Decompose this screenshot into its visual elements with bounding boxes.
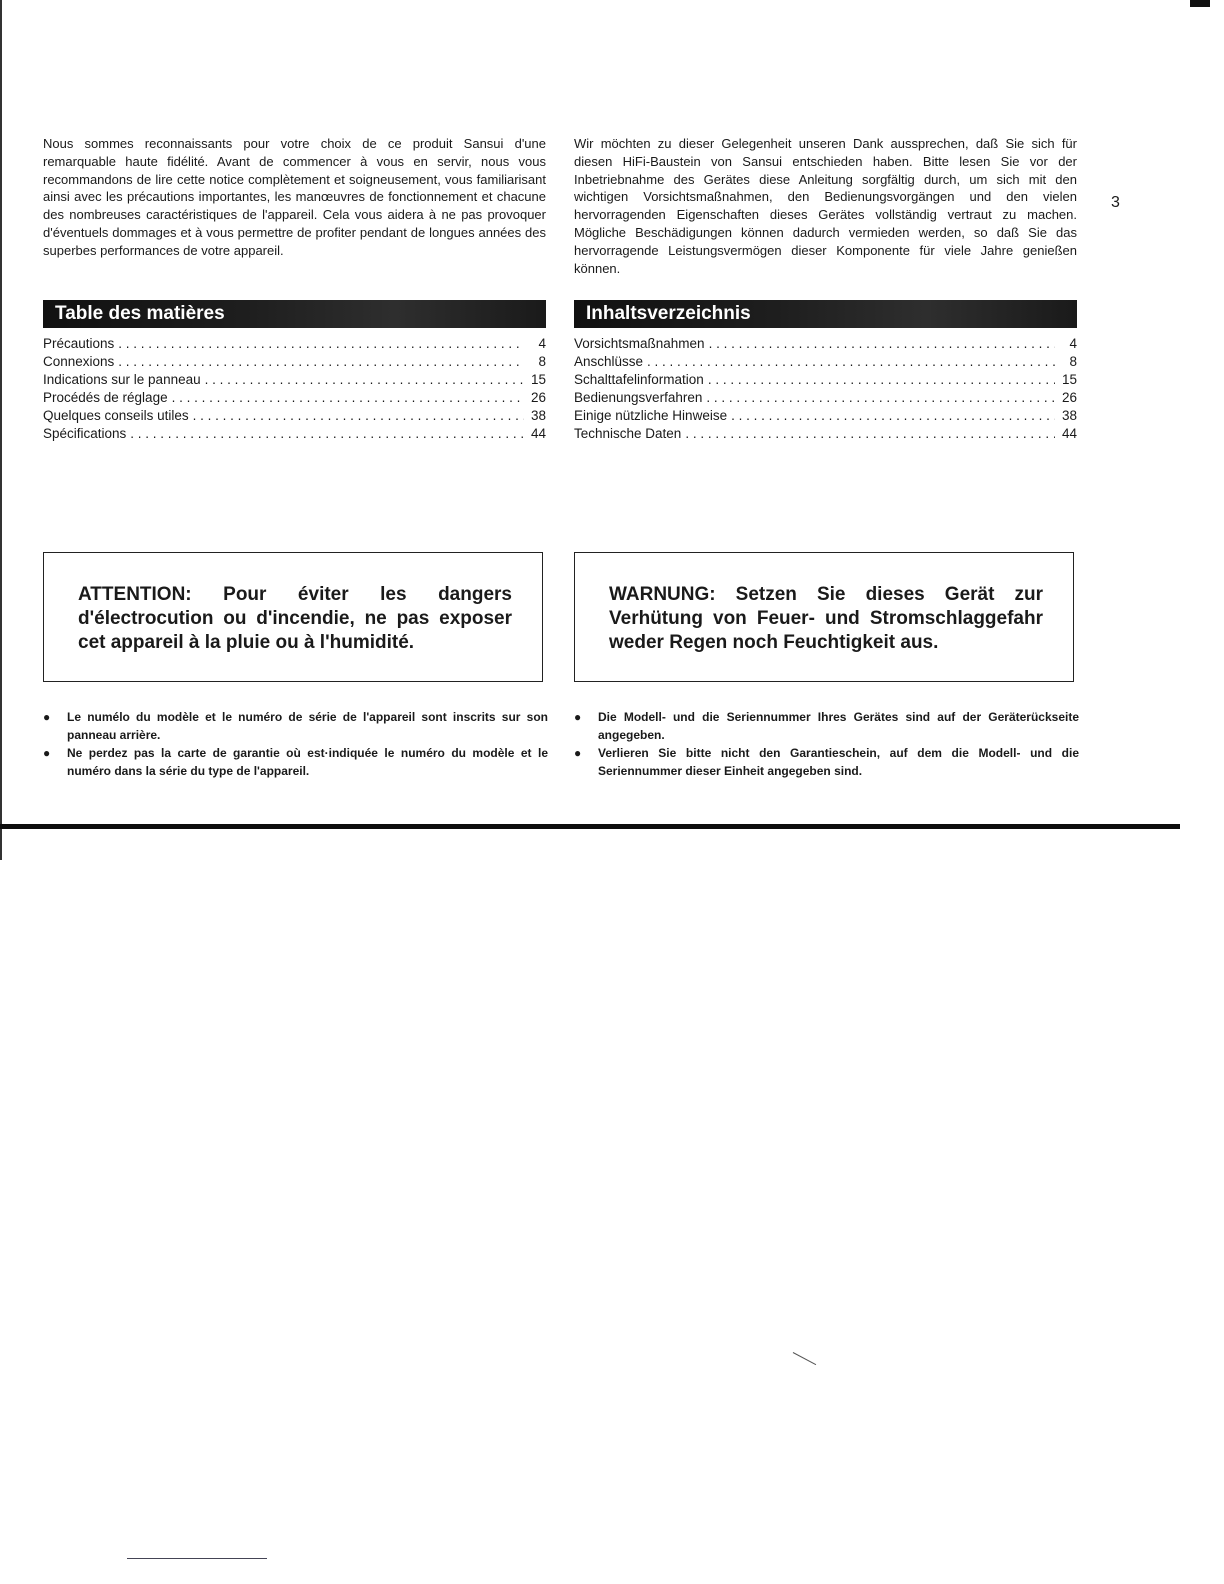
note-text: Verlieren Sie bitte nicht den Garantieschein, auf dem die Modell- und die Seriennummer dieser Einheit angegeben sind.: [598, 746, 1079, 778]
french-toc-list: [43, 335, 546, 443]
toc-entry-title: Spécifications: [43, 426, 127, 441]
toc-entry-page: 4: [538, 336, 546, 351]
page-number: 3: [1111, 194, 1120, 211]
toc-entry: [574, 353, 1077, 371]
toc-leader-dots: [709, 335, 1055, 353]
german-warning-box: [574, 552, 1074, 682]
footer-rule: [127, 1558, 267, 1559]
toc-entry-page: 44: [530, 426, 546, 441]
toc-leader-dots: [706, 389, 1055, 407]
section-divider-rule: [0, 824, 1180, 829]
toc-entry-page: 44: [1061, 426, 1077, 441]
toc-leader-dots: [118, 335, 524, 353]
toc-entry-title: Einige nützliche Hinweise: [574, 408, 728, 423]
french-notes: [43, 708, 548, 780]
scan-left-edge: [0, 0, 2, 860]
toc-entry-page: 15: [1061, 372, 1077, 387]
toc-leader-dots: [708, 371, 1055, 389]
bullet-icon: ●: [574, 710, 582, 724]
toc-entry-page: 8: [1069, 354, 1077, 369]
toc-entry: [574, 389, 1077, 407]
toc-entry-title: Quelques conseils utiles: [43, 408, 189, 423]
toc-leader-dots: [647, 353, 1055, 371]
toc-entry-page: 38: [1061, 408, 1077, 423]
toc-entry-page: 8: [538, 354, 546, 369]
german-toc-header: Inhaltsverzeichnis: [574, 300, 1077, 328]
scan-top-mark: [1190, 0, 1210, 7]
toc-entry: [574, 335, 1077, 353]
french-intro: Nous sommes reconnaissants pour votre choix de ce produit Sansui d'une remarquable haute fidélité. Avant de commencer à vous en servir, nous vous recommandons de lire cette notice complètement et soigneusement, vous familiarisant ainsi avec les précautions importantes, les manœuvres de fonctionnement et chacune des nombreuses caractéristiques de l'appareil. Cela vous aidera à ne pas provoquer d'éventuels dommages et à vous permettre de profiter pendant de longues années des superbes performances de votre appareil.: [43, 136, 546, 258]
toc-entry: [43, 389, 546, 407]
toc-entry-title: Connexions: [43, 354, 115, 369]
toc-leader-dots: [731, 407, 1055, 425]
note-text: Ne perdez pas la carte de garantie où est·indiquée le numéro du modèle et le numéro dans la série du type de l'appareil.: [67, 746, 548, 778]
german-toc-list: [574, 335, 1077, 443]
note-text: Die Modell- und die Seriennummer Ihres Gerätes sind auf der Geräterückseite angegeben.: [598, 710, 1079, 742]
toc-entry-page: 26: [1061, 390, 1077, 405]
toc-entry: [43, 371, 546, 389]
toc-entry-page: 4: [1069, 336, 1077, 351]
toc-leader-dots: [130, 425, 524, 443]
toc-entry: [574, 407, 1077, 425]
toc-leader-dots: [685, 425, 1055, 443]
toc-entry-title: Technische Daten: [574, 426, 682, 441]
toc-entry: [43, 425, 546, 443]
toc-leader-dots: [193, 407, 524, 425]
toc-entry: [43, 353, 546, 371]
toc-entry: [43, 407, 546, 425]
toc-entry-title: Procédés de réglage: [43, 390, 168, 405]
toc-entry: [574, 425, 1077, 443]
note-item: [574, 708, 1079, 744]
toc-leader-dots: [118, 353, 524, 371]
french-warning-text: ATTENTION: Pour éviter les dangers d'électrocution ou d'incendie, ne pas exposer cet appareil à la pluie ou à l'humidité.: [78, 584, 512, 653]
bullet-icon: ●: [43, 746, 51, 760]
french-toc-header: Table des matières: [43, 300, 546, 328]
toc-entry-title: Indications sur le panneau: [43, 372, 201, 387]
toc-entry: [43, 335, 546, 353]
toc-leader-dots: [205, 371, 524, 389]
toc-entry-page: 15: [530, 372, 546, 387]
german-notes: [574, 708, 1079, 780]
note-item: [43, 744, 548, 780]
french-warning-box: [43, 552, 543, 682]
toc-entry: [574, 371, 1077, 389]
toc-entry-title: Précautions: [43, 336, 115, 351]
german-warning-text: WARNUNG: Setzen Sie dieses Gerät zur Verhütung von Feuer- und Stromschlaggefahr weder Regen noch Feuchtigkeit aus.: [609, 584, 1043, 653]
bullet-icon: ●: [43, 710, 51, 724]
note-item: [574, 744, 1079, 780]
bullet-icon: ●: [574, 746, 582, 760]
scan-stroke: [793, 1352, 816, 1365]
toc-leader-dots: [172, 389, 524, 407]
german-intro: Wir möchten zu dieser Gelegenheit unseren Dank aussprechen, daß Sie sich für diesen HiFi-Baustein von Sansui entschieden haben. Bitte lesen Sie vor der Inbetriebnahme des Gerätes diese Anleitung sorgfältig durch, um sich mit den wichtigen Vorsichtsmaßnahmen, den Bedienungsvorgängen und den vielen hervorragenden Eigenschaften dieses Gerätes vollständig vertraut zu machen. Mögliche Beschädigungen können dadurch vermieden werden, so daß Sie das hervorragende Leistungsvermögen dieser Komponente für viele Jahre genießen können.: [574, 136, 1077, 276]
toc-entry-title: Schalttafelinformation: [574, 372, 704, 387]
toc-entry-title: Bedienungsverfahren: [574, 390, 703, 405]
toc-entry-page: 26: [530, 390, 546, 405]
toc-entry-page: 38: [530, 408, 546, 423]
toc-entry-title: Vorsichtsmaßnahmen: [574, 336, 705, 351]
note-text: Le numélo du modèle et le numéro de série de l'appareil sont inscrits sur son panneau arrière.: [67, 710, 548, 742]
note-item: [43, 708, 548, 744]
toc-entry-title: Anschlüsse: [574, 354, 644, 369]
